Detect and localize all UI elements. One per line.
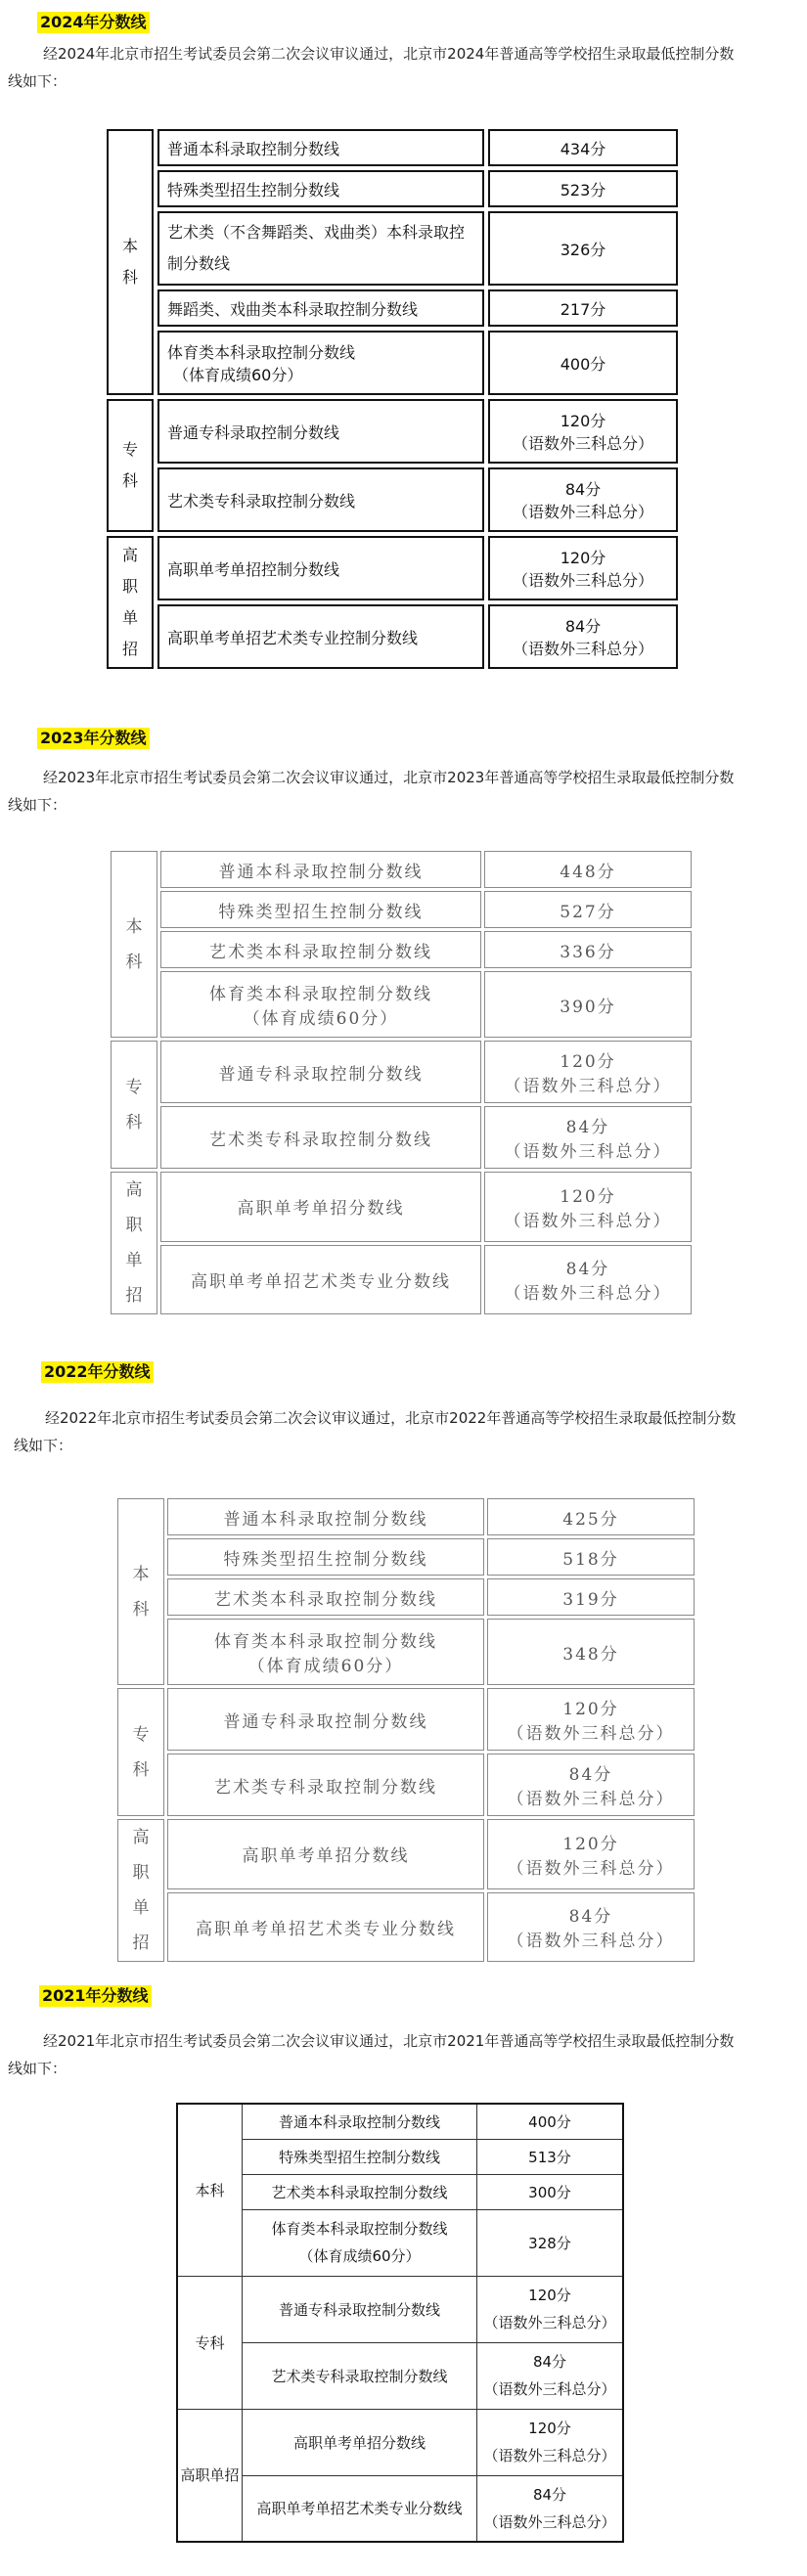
category-cell: 专科 (177, 2276, 243, 2409)
value: 120分 (560, 412, 606, 430)
value-cell: 336分 (484, 931, 692, 968)
item-cell: 特殊类型招生控制分数线 (243, 2139, 477, 2174)
item-cell: 高职单考单招分数线 (243, 2409, 477, 2475)
value-note: （语数外三科总分） (507, 1724, 675, 1744)
value-note: （语数外三科总分） (507, 1932, 675, 1952)
value: 120分 (560, 1186, 616, 1207)
value: 120分 (562, 1700, 619, 1719)
value-cell (484, 1245, 692, 1315)
value-note: （语数外三科总分） (507, 1858, 675, 1879)
score-table-2023 (108, 848, 695, 1317)
value-note: （语数外三科总分） (483, 2512, 616, 2531)
item-cell: 高职单考单招艺术类专业分数线 (243, 2475, 477, 2542)
value-cell (487, 1688, 695, 1751)
item-cell: 高职单考单招分数线 (167, 1819, 484, 1889)
item-cell: 普通专科录取控制分数线 (160, 1041, 481, 1103)
section-heading-2024: 2024年分数线 (37, 12, 150, 33)
value: 84分 (568, 1907, 613, 1928)
item-note: （体育成绩60分） (247, 1657, 404, 1676)
value-cell: 328分 (477, 2209, 624, 2276)
item-cell (160, 971, 481, 1038)
item-cell: 艺术类专科录取控制分数线 (243, 2342, 477, 2409)
intro-line: 线如下： (8, 2060, 67, 2077)
category-label: 高职单招 (122, 546, 139, 658)
section-intro-2021 (8, 2022, 800, 2087)
value-note: （语数外三科总分） (512, 640, 653, 658)
value-cell: 425分 (487, 1498, 695, 1535)
value-cell: 217分 (488, 289, 678, 327)
score-table-2024 (103, 125, 682, 673)
value-note: （语数外三科总分） (512, 503, 653, 521)
value-cell (484, 1106, 692, 1169)
item-cell: 高职单考单招控制分数线 (157, 536, 484, 600)
item-cell: 普通专科录取控制分数线 (243, 2276, 477, 2342)
value-note: （语数外三科总分） (512, 434, 653, 453)
item-cell: 艺术类本科录取控制分数线 (243, 2174, 477, 2209)
value: 120分 (528, 2420, 571, 2437)
category-cell (111, 1172, 157, 1314)
value: 120分 (560, 549, 606, 567)
item-cell: 特殊类型招生控制分数线 (160, 891, 481, 928)
intro-line: 经2021年北京市招生考试委员会第二次会议审议通过，北京市2021年普通高等学校招生录取最低控制分数 (43, 2032, 735, 2050)
item-label: 体育类本科录取控制分数线 (214, 1632, 437, 1652)
score-table-2021 (176, 2103, 624, 2543)
value: 120分 (528, 2287, 571, 2304)
item-cell (243, 2209, 477, 2276)
value: 120分 (562, 1834, 619, 1854)
item-cell: 艺术类本科录取控制分数线 (160, 931, 481, 968)
value-cell (477, 2475, 624, 2542)
category-label: 高职单招 (132, 1828, 152, 1953)
item-cell: 高职单考单招艺术类专业控制分数线 (157, 604, 484, 669)
value-cell: 448分 (484, 851, 692, 888)
item-cell: 舞蹈类、戏曲类本科录取控制分数线 (157, 289, 484, 327)
value-cell: 400分 (477, 2104, 624, 2139)
value-cell (477, 2276, 624, 2342)
section-intro-2024 (8, 35, 800, 100)
intro-line: 经2024年北京市招生考试委员会第二次会议审议通过，北京市2024年普通高等学校招生录取最低控制分数 (43, 45, 735, 63)
item-cell: 艺术类本科录取控制分数线 (167, 1578, 484, 1616)
item-note: （体育成绩60分） (173, 366, 303, 384)
item-cell: 特殊类型招生控制分数线 (157, 170, 484, 207)
category-cell (117, 1819, 164, 1962)
value-note: （语数外三科总分） (504, 1077, 672, 1096)
item-cell: 普通本科录取控制分数线 (167, 1498, 484, 1535)
value: 84分 (532, 2353, 567, 2371)
value: 84分 (564, 617, 602, 636)
value-note: （语数外三科总分） (483, 2380, 616, 2398)
value-cell (484, 1172, 692, 1242)
category-label: 高职单招 (125, 1180, 145, 1306)
value-cell (488, 399, 678, 464)
category-label: 本科 (122, 237, 139, 287)
value-cell (488, 536, 678, 600)
item-cell: 普通本科录取控制分数线 (160, 851, 481, 888)
section-intro-2023 (8, 759, 800, 823)
item-cell: 高职单考单招分数线 (160, 1172, 481, 1242)
value-cell: 319分 (487, 1578, 695, 1616)
value-cell (488, 467, 678, 532)
category-label: 专科 (122, 440, 139, 490)
category-label: 本科 (125, 916, 145, 972)
value-note: （语数外三科总分） (483, 2314, 616, 2332)
category-cell (117, 1688, 164, 1816)
value-cell: 527分 (484, 891, 692, 928)
value-cell (477, 2342, 624, 2409)
value: 84分 (565, 1118, 610, 1137)
item-cell: 普通专科录取控制分数线 (157, 399, 484, 464)
value-cell: 300分 (477, 2174, 624, 2209)
value-cell: 400分 (488, 331, 678, 395)
category-label: 专科 (125, 1077, 145, 1133)
value-cell: 513分 (477, 2139, 624, 2174)
item-cell: 艺术类（不含舞蹈类、戏曲类）本科录取控制分数线 (157, 211, 484, 286)
item-cell: 艺术类专科录取控制分数线 (157, 467, 484, 532)
value-cell: 348分 (487, 1619, 695, 1685)
category-cell (111, 851, 157, 1038)
category-cell (107, 536, 154, 669)
value-cell: 326分 (488, 211, 678, 286)
value: 84分 (568, 1765, 613, 1785)
section-heading-2023: 2023年分数线 (37, 728, 150, 749)
value-note: （语数外三科总分） (504, 1211, 672, 1231)
item-cell: 普通专科录取控制分数线 (167, 1688, 484, 1751)
item-cell: 普通本科录取控制分数线 (157, 129, 484, 166)
value-note: （语数外三科总分） (483, 2447, 616, 2465)
value-cell (484, 1041, 692, 1103)
intro-line: 线如下： (8, 796, 67, 814)
value-cell: 518分 (487, 1538, 695, 1576)
intro-line: 线如下： (14, 1437, 73, 1454)
category-cell: 高职单招 (177, 2409, 243, 2542)
item-label: 体育类本科录取控制分数线 (271, 2220, 448, 2238)
value-cell: 523分 (488, 170, 678, 207)
intro-line: 经2022年北京市招生考试委员会第二次会议审议通过，北京市2022年普通高等学校招生录取最低控制分数 (45, 1409, 737, 1427)
category-label: 专科 (132, 1724, 152, 1780)
category-cell (107, 129, 154, 395)
item-cell (167, 1619, 484, 1685)
value-note: （语数外三科总分） (512, 571, 653, 590)
item-cell: 特殊类型招生控制分数线 (167, 1538, 484, 1576)
value-note: （语数外三科总分） (507, 1790, 675, 1809)
item-note: （体育成绩60分） (298, 2247, 421, 2265)
item-cell (157, 331, 484, 395)
category-cell: 本科 (177, 2104, 243, 2276)
item-cell: 普通本科录取控制分数线 (243, 2104, 477, 2139)
section-heading-2022: 2022年分数线 (41, 1361, 154, 1383)
value: 84分 (565, 1260, 610, 1280)
value: 120分 (560, 1052, 616, 1072)
category-cell (117, 1498, 164, 1685)
value-cell (487, 1892, 695, 1963)
section-intro-2022 (14, 1399, 802, 1464)
value-note: （语数外三科总分） (504, 1142, 672, 1162)
value-cell: 434分 (488, 129, 678, 166)
value-cell (488, 604, 678, 669)
item-note: （体育成绩60分） (243, 1009, 399, 1029)
item-label: 体育类本科录取控制分数线 (209, 985, 432, 1004)
intro-line: 经2023年北京市招生考试委员会第二次会议审议通过，北京市2023年普通高等学校招生录取最低控制分数 (43, 769, 735, 786)
category-cell (111, 1041, 157, 1169)
value-cell (477, 2409, 624, 2475)
value-cell (487, 1819, 695, 1889)
intro-line: 线如下： (8, 72, 67, 90)
item-cell: 高职单考单招艺术类专业分数线 (160, 1245, 481, 1315)
item-label: 体育类本科录取控制分数线 (167, 343, 356, 362)
value-cell: 390分 (484, 971, 692, 1038)
score-table-2022 (114, 1495, 697, 1965)
value-note: （语数外三科总分） (504, 1284, 672, 1305)
item-cell: 艺术类专科录取控制分数线 (167, 1754, 484, 1816)
value-cell (487, 1754, 695, 1816)
category-label: 本科 (132, 1564, 152, 1620)
value: 84分 (532, 2485, 567, 2504)
section-heading-2021: 2021年分数线 (39, 1985, 152, 2007)
value: 84分 (564, 480, 602, 499)
item-cell: 高职单考单招艺术类专业分数线 (167, 1892, 484, 1963)
category-cell (107, 399, 154, 532)
item-cell: 艺术类专科录取控制分数线 (160, 1106, 481, 1169)
